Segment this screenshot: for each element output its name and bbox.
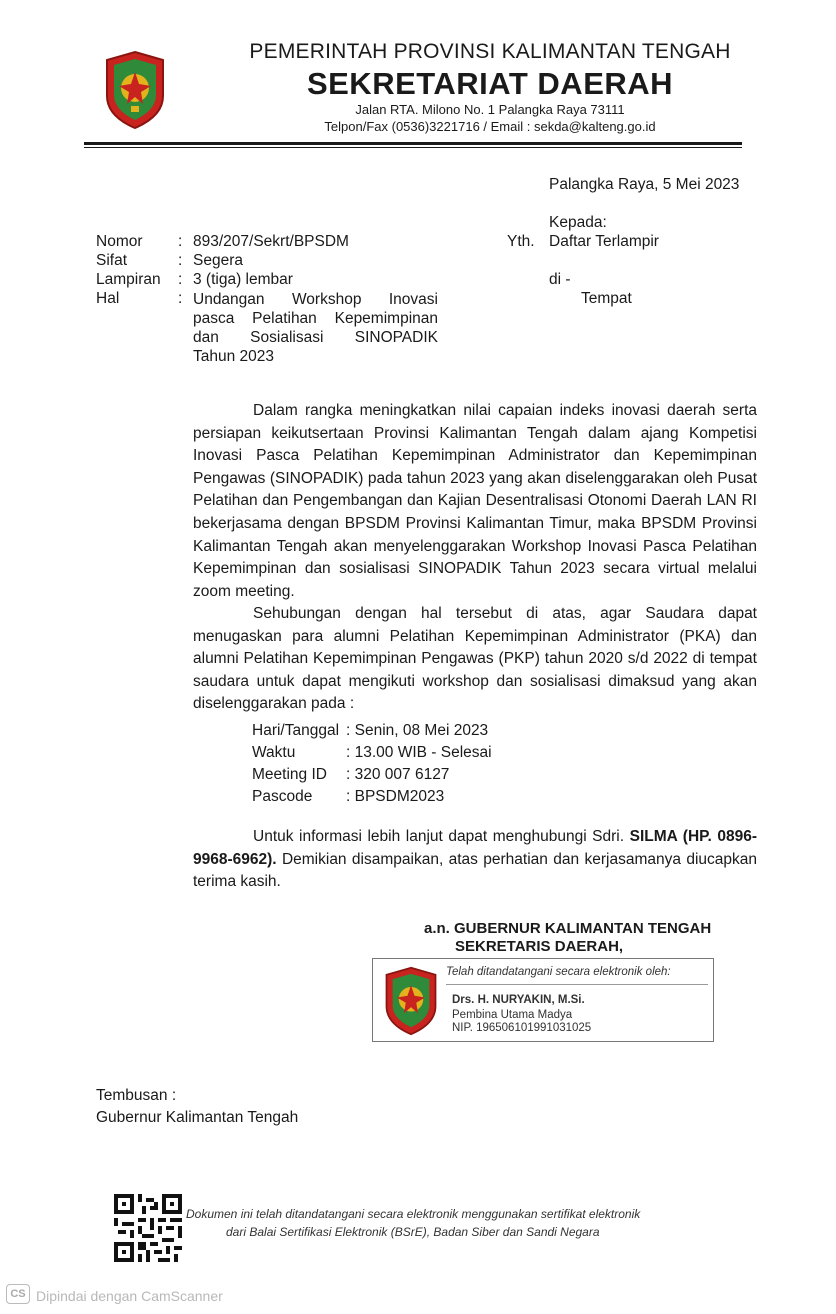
- body-paragraph-1: Dalam rangka meningkatkan nilai capaian indeks inovasi daerah serta persiapan keikutsertaan Provinsi Kalimantan Tengah dalam ajang Kompetisi Inovasi Pasca Pelatihan Kepemimpinan Administrator dan Kepemimpinan Pengawas (SINOPADIK) pada tahun 2023 yang akan diselenggarakan oleh Pusat Pelatihan dan Pengembangan dan Kajian Desentralisasi Otonomi Daerah LAN RI bekerjasama dengan BPSDM Provinsi Kalimantan Timur, maka BPSDM Provinsi Kalimantan Tengah akan menyelenggarakan Workshop Inovasi Pasca Pelatihan Kepemimpinan dan sosialisasi SINOPADIK Tahun 2023 secara virtual melalui zoom meeting.: [193, 402, 757, 600]
- detail-label: Waktu: [252, 744, 296, 761]
- hal-label: Hal: [96, 290, 120, 307]
- header-rule-thick: [84, 142, 742, 145]
- footer-line2: dari Balai Sertifikasi Elektronik (BSrE), Badan Siber dan Sandi Negara: [226, 1225, 600, 1239]
- detail-label: Hari/Tanggal: [252, 722, 340, 739]
- camscanner-watermark: Dipindai dengan CamScanner: [36, 1288, 223, 1304]
- hal-colon: :: [178, 290, 183, 307]
- signature-title-line2: SEKRETARIS DAERAH,: [455, 938, 624, 955]
- detail-label: Pascode: [252, 788, 313, 805]
- signature-title-line1: a.n. GUBERNUR KALIMANTAN TENGAH: [424, 920, 712, 937]
- sifat-label: Sifat: [96, 252, 128, 269]
- addressee-di: di -: [549, 271, 571, 288]
- esign-divider: [446, 984, 708, 985]
- detail-value: : BPSDM2023: [346, 788, 445, 805]
- detail-label: Meeting ID: [252, 766, 327, 783]
- sifat-value: Segera: [193, 252, 243, 269]
- detail-value: : 320 007 6127: [346, 766, 450, 783]
- hal-line: pasca Pelatihan Kepemimpinan: [193, 310, 438, 327]
- nomor-colon: :: [178, 233, 183, 250]
- hal-line: Tahun 2023: [193, 348, 275, 365]
- addressee-tempat: Tempat: [581, 290, 632, 307]
- qr-code-icon: [114, 1194, 182, 1262]
- lampiran-value: 3 (tiga) lembar: [193, 271, 293, 288]
- body-paragraph-2: Sehubungan dengan hal tersebut di atas, agar Saudara dapat menugaskan para alumni Pelatihan Kepemimpinan Administrator (PKA) dan alumni Pelatihan Kepemimpinan Pengawas (PKP) tahun 2020 s/d 2022 di tempat saudara untuk dapat mengikuti workshop dan sosialisasi dimaksud yang akan diselenggarakan pada :: [193, 605, 757, 713]
- tembusan-label: Tembusan :: [96, 1087, 177, 1104]
- sifat-colon: :: [178, 252, 183, 269]
- para3-pre: Untuk informasi lebih lanjut dapat menghubungi Sdri.: [253, 828, 630, 845]
- hal-line: Undangan Workshop Inovasi: [193, 291, 438, 308]
- esign-note: Telah ditandatangani secara elektronik oleh:: [446, 966, 671, 978]
- signer-name: Drs. H. NURYAKIN, M.Si.: [452, 994, 585, 1006]
- detail-value: : 13.00 WIB - Selesai: [346, 744, 492, 761]
- header-government: PEMERINTAH PROVINSI KALIMANTAN TENGAH: [249, 40, 731, 63]
- addressee-yth: Yth.: [507, 233, 535, 250]
- addressee-name: Daftar Terlampir: [549, 233, 659, 250]
- province-emblem-icon: [382, 966, 440, 1036]
- signer-nip: NIP. 196506101991031025: [452, 1022, 592, 1034]
- header-contact: Telpon/Fax (0536)3221716 / Email : sekda@kalteng.go.id: [324, 119, 656, 134]
- header-office: SEKRETARIAT DAERAH: [306, 66, 674, 101]
- lampiran-colon: :: [178, 271, 183, 288]
- hal-line: dan Sosialisasi SINOPADIK: [193, 329, 438, 346]
- header-address: Jalan RTA. Milono No. 1 Palangka Raya 73111: [355, 102, 625, 117]
- tembusan-item: Gubernur Kalimantan Tengah: [96, 1109, 299, 1126]
- nomor-label: Nomor: [96, 233, 143, 250]
- lampiran-label: Lampiran: [96, 271, 161, 288]
- addressee-kepada: Kepada:: [549, 214, 607, 231]
- header-rule-thin: [84, 147, 742, 148]
- province-emblem-logo: [103, 50, 167, 130]
- footer-line1: Dokumen ini telah ditandatangani secara elektronik menggunakan sertifikat elektronik: [186, 1207, 641, 1221]
- nomor-value: 893/207/Sekrt/BPSDM: [193, 233, 349, 250]
- para3-post: Demikian disampaikan, atas perhatian dan kerjasamanya diucapkan terima kasih.: [193, 850, 757, 891]
- hal-subject: [193, 290, 438, 366]
- place-date: Palangka Raya, 5 Mei 2023: [549, 176, 740, 193]
- body-paragraph-3: [193, 826, 757, 894]
- camscanner-logo: CS: [6, 1284, 30, 1304]
- detail-value: : Senin, 08 Mei 2023: [346, 722, 489, 739]
- contact-person: SILMA (HP. 0896-9968-6962).: [193, 828, 757, 868]
- signer-rank: Pembina Utama Madya: [452, 1009, 573, 1021]
